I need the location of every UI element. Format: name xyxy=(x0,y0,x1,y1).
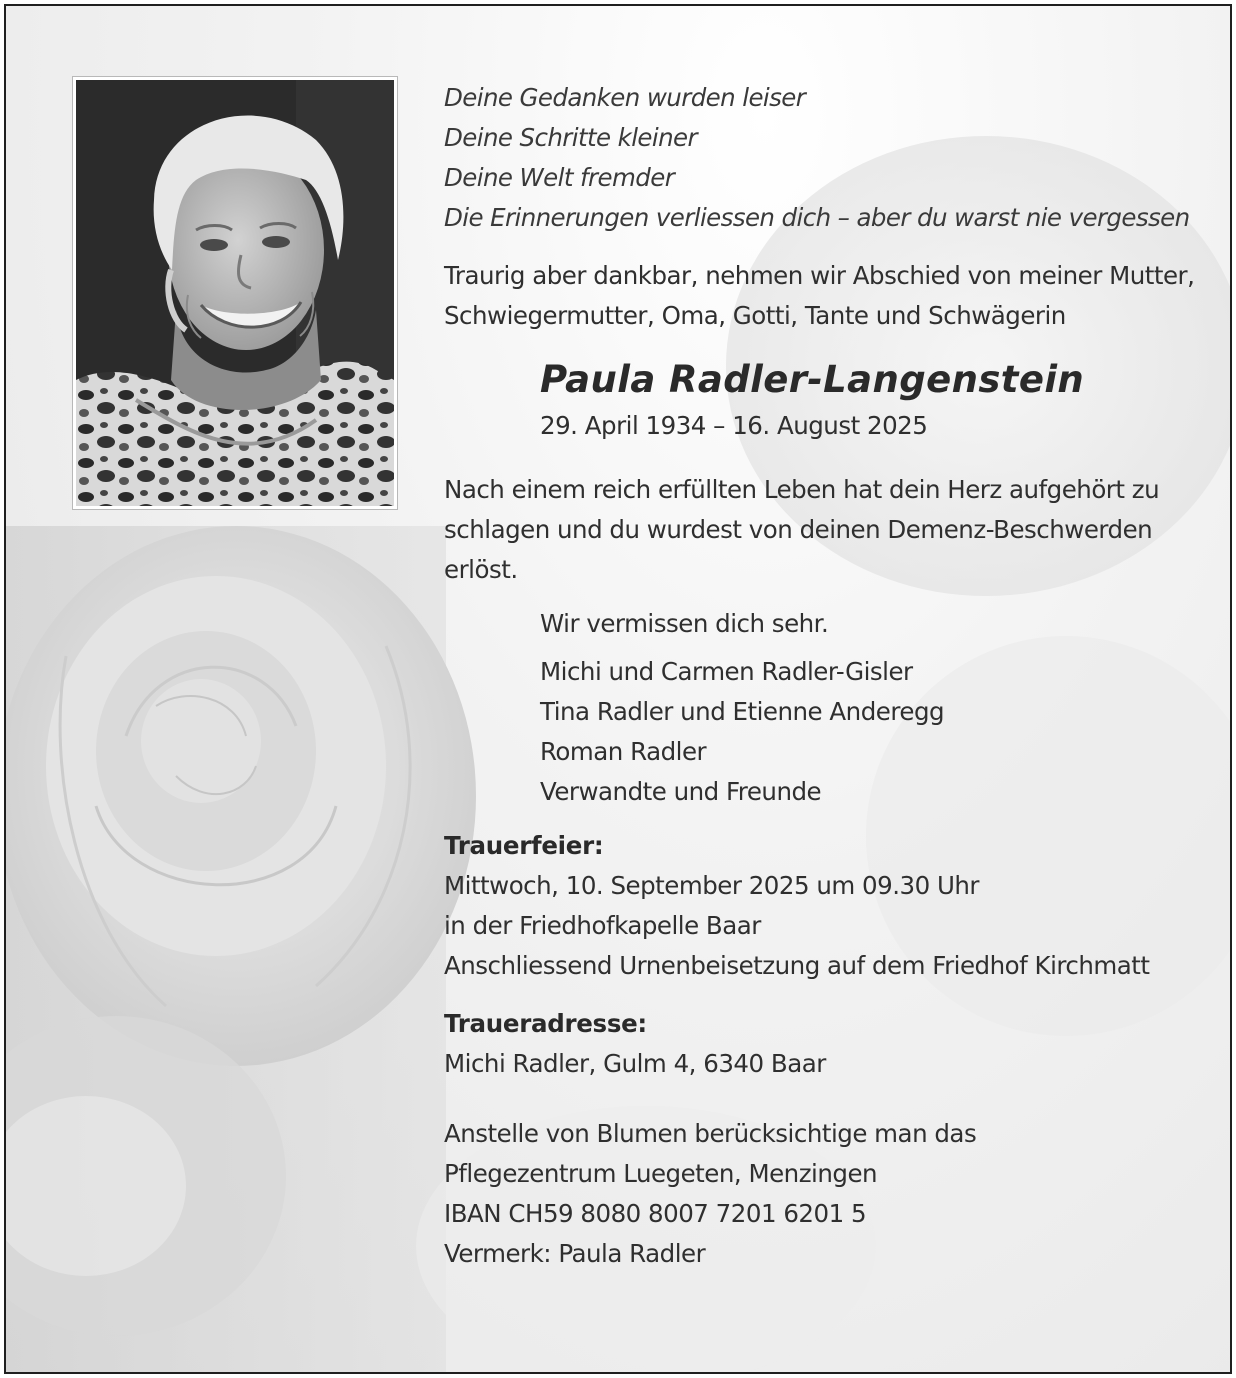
family-member: Michi und Carmen Radler-Gisler xyxy=(540,657,913,686)
miss-you-line: Wir vermissen dich sehr. xyxy=(540,609,829,638)
ceremony-line: in der Friedhofkapelle Baar xyxy=(444,911,761,940)
life-dates: 29. April 1934 – 16. August 2025 xyxy=(540,411,928,440)
farewell-intro xyxy=(444,256,1214,336)
donation-note: Vermerk: Paula Radler xyxy=(444,1239,706,1268)
obituary-text xyxy=(444,78,1214,1274)
donation-section xyxy=(444,1114,1214,1274)
ceremony-line: Anschliessend Urnenbeisetzung auf dem Friedhof Kirchmatt xyxy=(444,951,1150,980)
obituary-card xyxy=(4,4,1232,1374)
deceased-name: Paula Radler-Langenstein xyxy=(540,358,1085,401)
life-text-line: Nach einem reich erfüllten Leben hat dein Herz aufgehört zu xyxy=(444,475,1160,504)
verse-line: Die Erinnerungen verliessen dich – aber du warst nie vergessen xyxy=(444,203,1190,232)
ceremony-section xyxy=(444,826,1214,986)
ceremony-heading: Trauerfeier: xyxy=(444,831,604,860)
verse-line: Deine Gedanken wurden leiser xyxy=(444,83,806,112)
address-section xyxy=(444,1004,1214,1084)
life-text-line: schlagen und du wurdest von deinen Demenz-Beschwerden xyxy=(444,515,1153,544)
life-text-line: erlöst. xyxy=(444,555,518,584)
family-signature xyxy=(540,604,1214,812)
ceremony-line: Mittwoch, 10. September 2025 um 09.30 Uhr xyxy=(444,871,979,900)
family-member: Verwandte und Freunde xyxy=(540,777,822,806)
intro-line: Schwiegermutter, Oma, Gotti, Tante und Schwägerin xyxy=(444,301,1066,330)
address-line: Michi Radler, Gulm 4, 6340 Baar xyxy=(444,1049,826,1078)
life-text xyxy=(444,470,1214,590)
portrait-photo-frame xyxy=(72,76,398,510)
memorial-verse xyxy=(444,78,1214,238)
address-heading: Traueradresse: xyxy=(444,1009,647,1038)
intro-line: Traurig aber dankbar, nehmen wir Abschied von meiner Mutter, xyxy=(444,261,1195,290)
portrait-photo xyxy=(76,80,394,506)
family-member: Roman Radler xyxy=(540,737,707,766)
verse-line: Deine Schritte kleiner xyxy=(444,123,697,152)
donation-iban: IBAN CH59 8080 8007 7201 6201 5 xyxy=(444,1199,867,1228)
family-member: Tina Radler und Etienne Anderegg xyxy=(540,697,945,726)
donation-line: Pflegezentrum Luegeten, Menzingen xyxy=(444,1159,878,1188)
donation-line: Anstelle von Blumen berücksichtige man das xyxy=(444,1119,977,1148)
verse-line: Deine Welt fremder xyxy=(444,163,675,192)
